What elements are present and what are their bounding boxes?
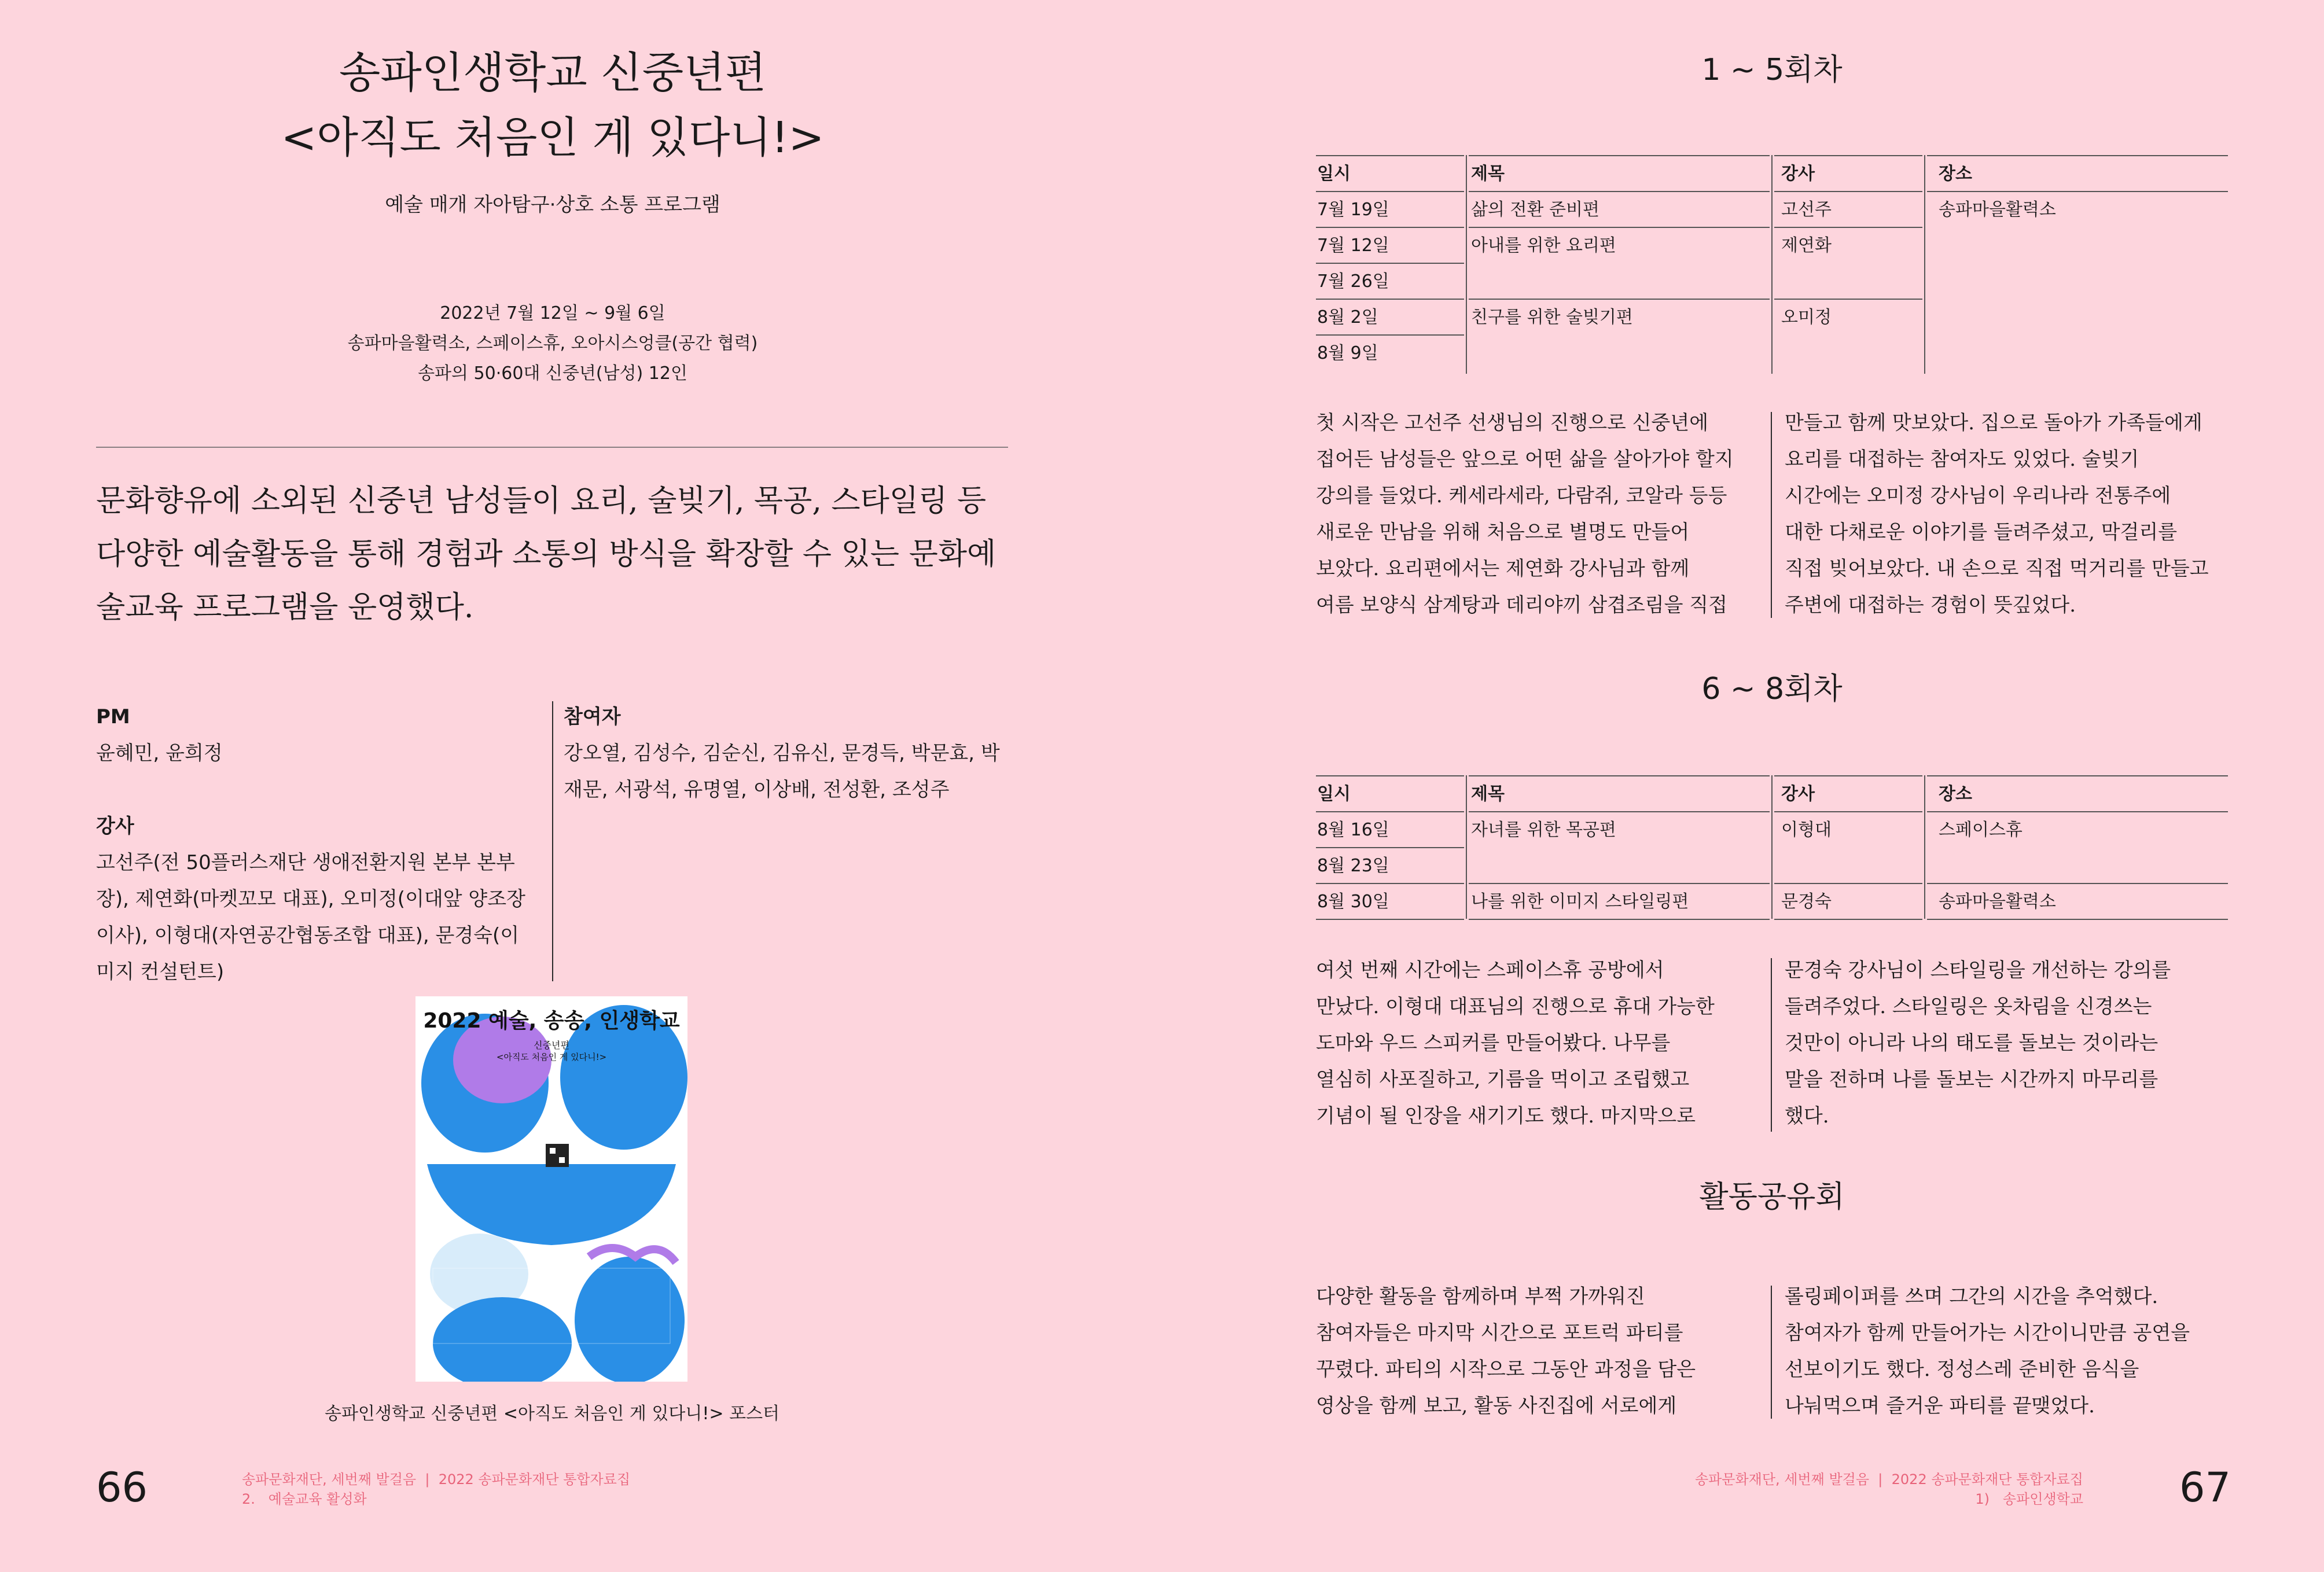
section2-text-right: 문경숙 강사님이 스타일링을 개선하는 강의를 들려주었다. 스타일링은 옷차림을 신경쓰는 것만이 아니라 나의 태도를 돌보는 것이라는 말을 전하며 나를 돌보는 시간까지 마무리를 했다. (1785, 959, 2171, 1128)
pm-names: 윤혜민, 윤희정 (96, 742, 223, 765)
cell-title: 나를 위한 이미지 스타일링편 (1471, 892, 1689, 912)
title-line-1: 송파인생학교 신중년편 (339, 48, 767, 98)
column-divider (1771, 412, 1772, 618)
cell-date: 8월 30일 (1317, 892, 1389, 912)
cell-title: 삶의 전환 준비편 (1471, 200, 1599, 220)
cell-date: 7월 19일 (1317, 200, 1389, 220)
section-title-sharing: 활동공유회 (1699, 1180, 1845, 1214)
program-subtitle: 예술 매개 자아탐구·상호 소통 프로그램 (385, 193, 720, 216)
credits-staff (96, 699, 536, 991)
cell-place: 송파마을활력소 (1939, 892, 2056, 912)
poster-caption: 송파인생학교 신중년편 <아직도 처음인 게 있다니!> 포스터 (324, 1404, 780, 1424)
cell-instructor: 이형대 (1781, 820, 1832, 840)
footer-left-line1: 송파문화재단, 세번째 발걸음 | 2022 송파문화재단 통합자료집 (242, 1471, 631, 1488)
instructor-label: 강사 (96, 815, 134, 838)
column-divider (1771, 1286, 1772, 1419)
cell-title: 아내를 위한 요리편 (1471, 235, 1616, 256)
footer-left-line2: 2. 예술교육 활성화 (242, 1491, 367, 1507)
cell-date: 8월 9일 (1317, 343, 1378, 363)
cell-instructor: 오미정 (1781, 307, 1832, 327)
credits-divider (552, 701, 553, 981)
program-period: 2022년 7월 12일 ~ 9월 6일 (440, 303, 665, 323)
program-target: 송파의 50·60대 신중년(남성) 12인 (418, 363, 687, 384)
participant-names: 강오열, 김성수, 김순신, 김유신, 문경득, 박문효, 박재문, 서광석, 유명열, 이상배, 전성환, 조성주 (564, 742, 1000, 801)
cell-place: 송파마을활력소 (1939, 200, 2056, 220)
footer-right-line1: 송파문화재단, 세번째 발걸음 | 2022 송파문화재단 통합자료집 (1694, 1471, 2083, 1488)
divider (96, 447, 1008, 448)
header-place: 장소 (1939, 784, 1972, 804)
program-venues: 송파마을활력소, 스페이스휴, 오아시스엉클(공간 협력) (347, 333, 758, 354)
qr-code-icon (546, 1144, 569, 1167)
credits-participants (564, 699, 1003, 808)
header-instructor: 강사 (1781, 784, 1815, 804)
page-number-left: 66 (96, 1464, 148, 1511)
cell-date: 8월 16일 (1317, 820, 1389, 840)
header-date: 일시 (1317, 784, 1351, 804)
cell-place: 스페이스휴 (1939, 820, 2023, 840)
page-title (98, 41, 1007, 170)
pm-label: PM (96, 705, 130, 728)
section-title-1-5: 1 ~ 5회차 (1701, 53, 1843, 87)
footer-left (242, 1470, 630, 1509)
section2-text-left: 여섯 번째 시간에는 스페이스휴 공방에서 만났다. 이형대 대표님의 진행으로 휴대 가능한 도마와 우드 스피커를 만들어봤다. 나무를 열심히 사포질하고, 기름을 먹이고 조립했고 기념이 될 인장을 새기기도 했다. 마지막으로 (1316, 959, 1715, 1128)
section3-text-left: 다양한 활동을 함께하며 부쩍 가까워진 참여자들은 마지막 시간으로 포트럭 파티를 꾸렸다. 파티의 시작으로 그동안 과정을 담은 영상을 함께 보고, 활동 사진집에 서로에게 (1316, 1285, 1696, 1418)
header-place: 장소 (1939, 164, 1972, 184)
poster-sub1: 신중년편 (534, 1040, 569, 1051)
footer-right-line2: 1) 송파인생학교 (1975, 1491, 2083, 1507)
poster-sub2: <아직도 처음인 게 있다니!> (496, 1052, 607, 1062)
footer-right (1678, 1470, 2083, 1509)
cell-date: 8월 2일 (1317, 307, 1378, 327)
page-number-right: 67 (2179, 1464, 2231, 1511)
instructor-names: 고선주(전 50플러스재단 생애전환지원 본부 본부장), 제연화(마켓꼬모 대표), 오미정(이대앞 양조장 이사), 이형대(자연공간협동조합 대표), 문경숙(이미지 컨설턴트) (96, 851, 525, 984)
lead-paragraph: 문화향유에 소외된 신중년 남성들이 요리, 술빚기, 목공, 스타일링 등 다양한 예술활동을 통해 경험과 소통의 방식을 확장할 수 있는 문화예술교육 프로그램을 운영했다. (96, 484, 996, 625)
cell-date: 8월 23일 (1317, 856, 1389, 876)
cell-instructor: 고선주 (1781, 200, 1832, 220)
program-info (98, 299, 1007, 389)
cell-place (1933, 226, 2228, 262)
cell-title: 친구를 위한 술빚기편 (1471, 307, 1633, 327)
section-title-6-8: 6 ~ 8회차 (1701, 672, 1843, 706)
cell-title: 자녀를 위한 목공편 (1471, 820, 1616, 840)
poster-headline: 2022 예술, 송송, 인생학교 (423, 1009, 680, 1033)
cell-instructor: 문경숙 (1781, 892, 1832, 912)
header-title: 제목 (1471, 164, 1505, 184)
participant-label: 참여자 (564, 705, 621, 728)
cell-instructor: 제연화 (1781, 235, 1832, 256)
header-date: 일시 (1317, 164, 1351, 184)
title-line-2: <아직도 처음인 게 있다니!> (281, 113, 825, 163)
header-title: 제목 (1471, 784, 1505, 804)
cell-date: 7월 12일 (1317, 235, 1389, 256)
section3-text-right: 롤링페이퍼를 쓰며 그간의 시간을 추억했다. 참여자가 함께 만들어가는 시간이니만큼 공연을 선보이기도 했다. 정성스레 준비한 음식을 나눠먹으며 즐거운 파티를 끝맺었다. (1785, 1285, 2190, 1418)
section1-text-left: 첫 시작은 고선주 선생님의 진행으로 신중년에 접어든 남성들은 앞으로 어떤 삶을 살아가야 할지 강의를 들었다. 케세라세라, 다람쥐, 코알라 등등 새로운 만남을 위해 처음으로 별명도 만들어 보았다. 요리편에서는 제연화 강사님과 함께 여름 보양식 삼계탕과 데리야끼 삼겹조림을 직접 (1316, 411, 1734, 617)
column-divider (1771, 958, 1772, 1132)
cell-date: 7월 26일 (1317, 271, 1389, 292)
header-instructor: 강사 (1781, 164, 1815, 184)
poster-image (415, 996, 687, 1382)
section1-text-right: 만들고 함께 맛보았다. 집으로 돌아가 가족들에게 요리를 대접하는 참여자도 있었다. 술빚기 시간에는 오미정 강사님이 우리나라 전통주에 대한 다채로운 이야기를 들려주셨고, 막걸리를 직접 빚어보았다. 내 손으로 직접 먹거리를 만들고 주변에 대접하는 경험이 뜻깊었다. (1785, 411, 2209, 617)
